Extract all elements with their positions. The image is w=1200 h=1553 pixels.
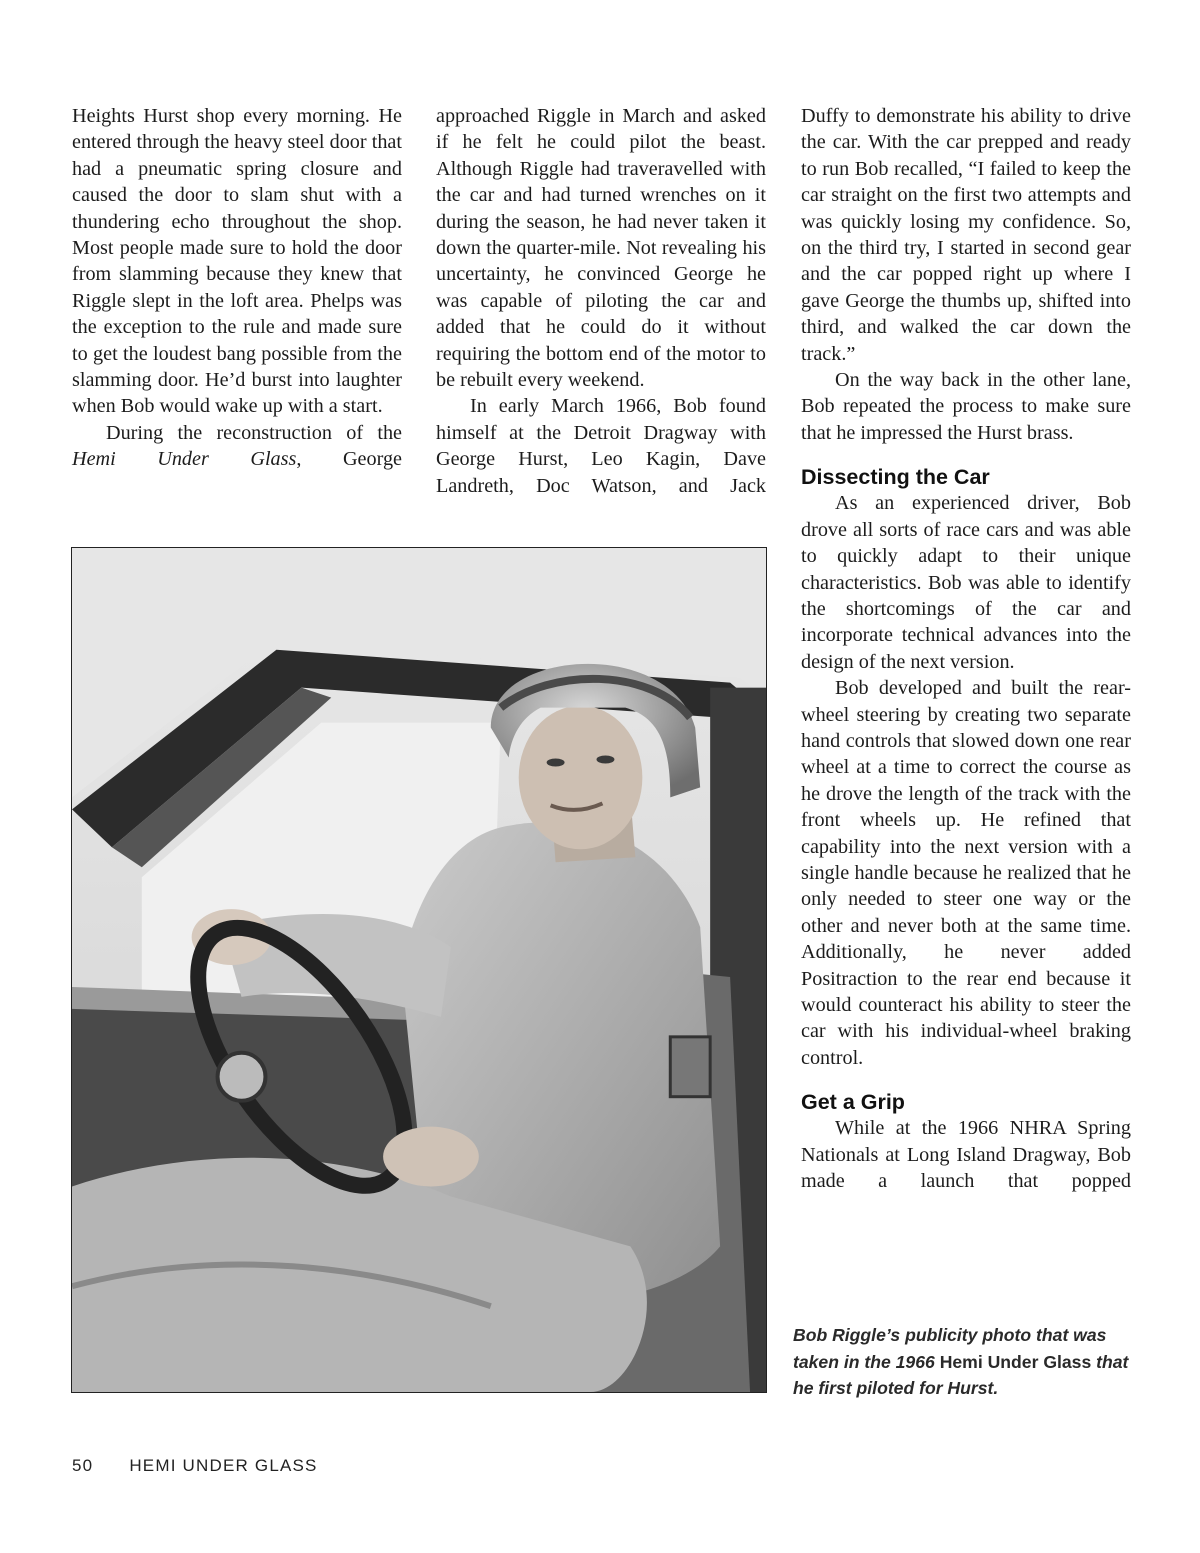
caption-title: Hemi Under Glass (939, 1351, 1092, 1372)
photo-caption (793, 1322, 1153, 1402)
paragraph: Heights Hurst shop every morning. He entered through the heavy steel door that had a pneumatic spring closure and caused the door to slam shut with a thundering echo throughout the shop. Most people made sure to hold the door from slamming because they knew that Riggle slept in the loft area. Phelps was the exception to the rule and made sure to get the loudest bang possible from the slamming door. He’d burst into laughter when Bob would wake up with a start. (72, 105, 402, 418)
page-number: 50 (72, 1456, 94, 1475)
section-heading: Dissecting the Car (801, 465, 990, 490)
running-title: HEMI UNDER GLASS (129, 1456, 318, 1475)
paragraph: approached Riggle in March and asked if he felt he could pilot the beast. Although Riggle had traveravelled with the car and had turned wrenches on it during the season, he had never taken it down the quarter-mile. Not revealing his uncertainty, he convinced George he was capable of piloting the car and added that he could do it without requiring the bottom end of the motor to be rebuilt every weekend. (436, 105, 766, 392)
italic-title: Hemi Under Glass (72, 448, 297, 471)
paragraph: While at the 1966 NHRA Spring Nationals at Long Island Dragway, Bob made a launch that popped (801, 1117, 1131, 1193)
paragraph: Duffy to demonstrate his ability to drive the car. With the car prepped and ready to run Bob recalled, “I failed to keep the car straight on the first two attempts and was quickly losing my confidence. So, on the third try, I started in second gear and the car popped right up where I gave George the thumbs up, shifted into third, and walked the car down the track.” (801, 105, 1131, 365)
paragraph: In early March 1966, Bob found himself at the Detroit Dragway with George Hurst, Leo Kagin, Dave Landreth, Doc Watson, and Jack (436, 395, 766, 497)
paragraph: On the way back in the other lane, Bob repeated the process to make sure that he impressed the Hurst brass. (801, 369, 1131, 444)
paragraph: Bob developed and built the rear-wheel steering by creating two separate hand controls that slowed down one rear wheel at a time to correct the course as he drove the length of the track with the front wheels up. He refined that capability into the next version with a single handle because he realized that he only needed to steer one way or the other and never both at the same time. Additionally, he never added Positraction to the rear end because it would counteract his ability to steer the car with his individual-wheel braking control. (801, 677, 1131, 1069)
paragraph: As an experienced driver, Bob drove all sorts of race cars and was able to quickly adapt to their unique characteristics. Bob was able to identify the shortcomings of the car and incorporate technical advances into the design of the next version. (801, 492, 1131, 673)
paragraph-text: During the reconstruction of the (106, 421, 402, 444)
text-column-2 (436, 103, 766, 499)
driver-photo-illustration (72, 548, 766, 1392)
paragraph (72, 420, 402, 473)
text-column-1 (72, 103, 402, 473)
driver-photo (71, 547, 767, 1393)
caption-text: that he first piloted for Hurst. (793, 1351, 1129, 1398)
text-column-3 (801, 103, 1131, 1194)
caption-text: Bob Riggle’s publicity photo that was taken in the 1966 (793, 1325, 1107, 1372)
page-footer (72, 1456, 318, 1476)
section-heading: Get a Grip (801, 1090, 905, 1115)
paragraph-text: , George (296, 448, 402, 471)
